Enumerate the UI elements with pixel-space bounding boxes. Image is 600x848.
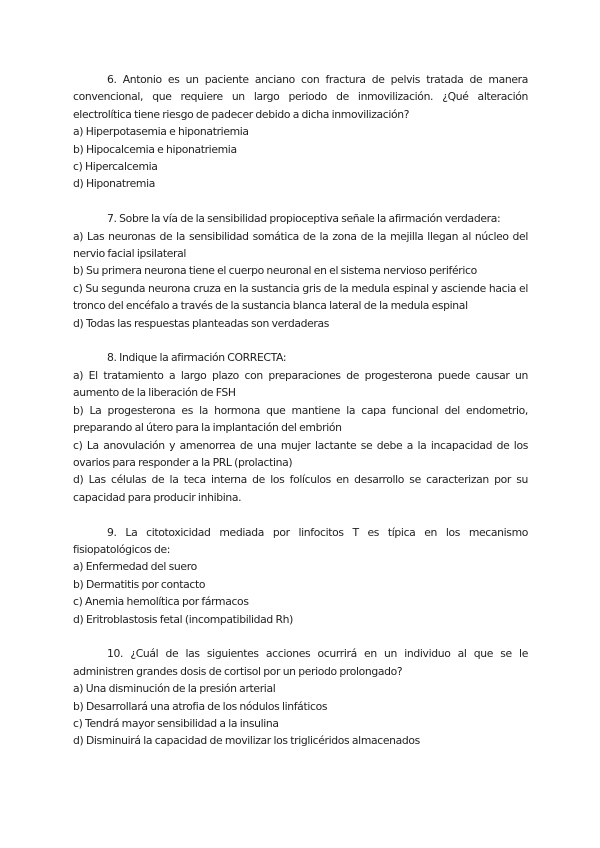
answer-option: b) Su primera neurona tiene el cuerpo neuronal en el sistema nervioso periférico [73,264,477,278]
answer-option: a) El tratamiento a largo plazo con preparaciones de progesterona puede causar un aumento de la liberación de FSH [73,368,528,400]
answer-option: c) Tendrá mayor sensibilidad a la insulina [73,716,279,730]
answer-option: d) Disminuirá la capacidad de movilizar los triglicéridos almacenados [73,734,420,748]
question-9 [73,524,528,628]
spacer [73,628,528,645]
answer-option: c) Su segunda neurona cruza en la sustancia gris de la medula espinal y asciende hacia el tronco del encéfalo a través de la sustancia blanca lateral de la medula espinal [73,281,528,313]
answer-option: a) Hiperpotasemia e hiponatriemia [73,125,249,139]
answer-option: b) Hipocalcemia e hiponatriemia [73,142,237,156]
question-6 [73,71,528,193]
document-page [73,71,528,750]
spacer [73,332,528,349]
answer-option: b) Desarrollará una atrofia de los nódulos linfáticos [73,699,328,713]
answer-option: d) Eritroblastosis fetal (incompatibilidad Rh) [73,612,294,626]
answer-option: d) Las células de la teca interna de los folículos en desarrollo se caracterizan por su capacidad para producir inhibina. [73,473,528,504]
question-10 [73,645,528,749]
spacer [73,193,528,210]
answer-option: b) La progesterona es la hormona que mantiene la capa funcional del endometrio, preparando al útero para la implantación del embrión [73,403,528,435]
question-7 [73,210,528,332]
answer-option: d) Hiponatremia [73,177,155,191]
answer-option: d) Todas las respuestas planteadas son verdaderas [73,316,330,330]
question-stem: 8. Indique la afirmación CORRECTA: [107,351,287,365]
answer-option: a) Las neuronas de la sensibilidad somática de la zona de la mejilla llegan al núcleo del nervio facial ipsilateral [73,229,528,261]
question-8 [73,349,528,506]
answer-option: a) Enfermedad del suero [73,560,197,574]
spacer [73,506,528,523]
answer-option: c) La anovulación y amenorrea de una mujer lactante se debe a la incapacidad de los ovarios para responder a la PRL (prolactina) [73,438,528,469]
answer-option: b) Dermatitis por contacto [73,577,206,591]
question-stem: 6. Antonio es un paciente anciano con fractura de pelvis tratada de manera convencional, que requiere un largo periodo de inmovilización. ¿Qué alteración electrolítica tiene riesgo de padecer debido a dicha inmovilización? [73,73,528,121]
answer-option: a) Una disminución de la presión arterial [73,682,276,696]
question-stem: 9. La citotoxicidad mediada por linfocitos T es típica en los mecanismo fisiopatológicos de: [73,525,528,556]
answer-option: c) Anemia hemolítica por fármacos [73,595,249,609]
question-stem: 7. Sobre la vía de la sensibilidad propioceptiva señale la afirmación verdadera: [107,212,501,226]
question-stem: 10. ¿Cuál de las siguientes acciones ocurrirá en un individuo al que se le administren grandes dosis de cortisol por un periodo prolongado? [73,647,528,678]
answer-option: c) Hipercalcemia [73,160,158,174]
